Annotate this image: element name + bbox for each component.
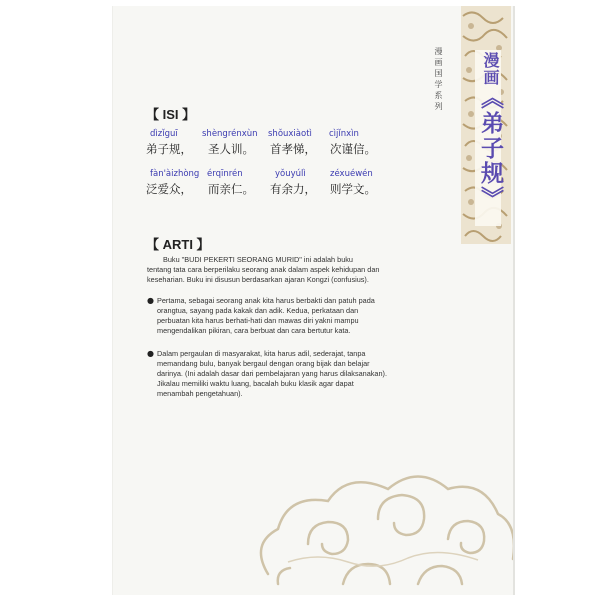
bullet-dot: ● (147, 349, 154, 358)
bullet-line: perbuatan kita harus berhati-hati dan mawas diri yakni mampu (157, 316, 359, 325)
intro-line: Buku "BUDI PEKERTI SEORANG MURID" ini adalah buku (163, 255, 353, 264)
intro-paragraph (147, 255, 412, 285)
pinyin-word: fàn'àizhòng (150, 169, 200, 179)
hanzi-phrase: 首孝悌， (270, 142, 316, 156)
pinyin-word: yǒuyúlì (275, 169, 306, 179)
bullet-line: Pertama, sebagai seorang anak kita harus berbakti dan patuh pada (157, 296, 375, 305)
bullet-paragraph-1 (157, 296, 427, 336)
intro-line: keseharian. Buku ini disusun berdasarkan ajaran Kongzi (confusius). (147, 275, 369, 284)
bullet-line: orangtua, sayang pada kakak dan adik. Kedua, perkataan dan (157, 306, 359, 315)
hanzi-phrase: 而亲仁。 (208, 182, 254, 196)
pinyin-word: dìzǐguī (150, 129, 178, 139)
cloud-ornament-icon (248, 424, 513, 594)
intro-line: tentang tata cara berperilaku seorang anak dalam aspek kehidupan dan (147, 265, 380, 274)
series-label: 漫画国学系列 (434, 47, 443, 113)
bullet-line: Dalam pergaulan di masyarakat, kita harus adil, sederajat, tanpa (157, 349, 366, 358)
isi-heading: 【 ISI 】 (146, 107, 196, 122)
hanzi-phrase: 有余力， (270, 182, 316, 196)
bullet-line: mengendalikan pikiran, cara berbuat dan cara bertutur kata. (157, 326, 351, 335)
bullet-line: memandang bulu, banyak bergaul dengan orang bijak dan belajar (157, 359, 370, 368)
pinyin-word: shǒuxiàotì (268, 129, 312, 139)
hanzi-phrase: 则学文。 (330, 182, 376, 196)
bullet-line: Jikalau memiliki waktu luang, bacalah buku klasik agar dapat (157, 379, 354, 388)
hanzi-phrase: 泛爱众， (146, 182, 192, 196)
pinyin-word: zéxuéwén (330, 169, 373, 179)
bullet-dot: ● (147, 296, 154, 305)
bullet-paragraph-2 (157, 349, 427, 399)
pinyin-word: cìjǐnxìn (329, 129, 359, 139)
bullet-line: menambah pengetahuan). (157, 389, 243, 398)
pinyin-word: érqīnrén (207, 169, 243, 179)
arti-heading: 【 ARTI 】 (146, 237, 210, 252)
book-title (477, 52, 504, 211)
book-title-main: 《弟子规》 (477, 86, 504, 211)
hanzi-phrase: 圣人训。 (208, 142, 254, 156)
book-title-prefix: 漫画 (481, 52, 500, 86)
hanzi-phrase: 次谨信。 (330, 142, 376, 156)
hanzi-phrase: 弟子规， (146, 142, 192, 156)
bullet-line: darinya. (Ini adalah dasar dari pembelajaran yang harus dilaksanakan). (157, 369, 387, 378)
pinyin-word: shèngrénxùn (202, 129, 258, 139)
